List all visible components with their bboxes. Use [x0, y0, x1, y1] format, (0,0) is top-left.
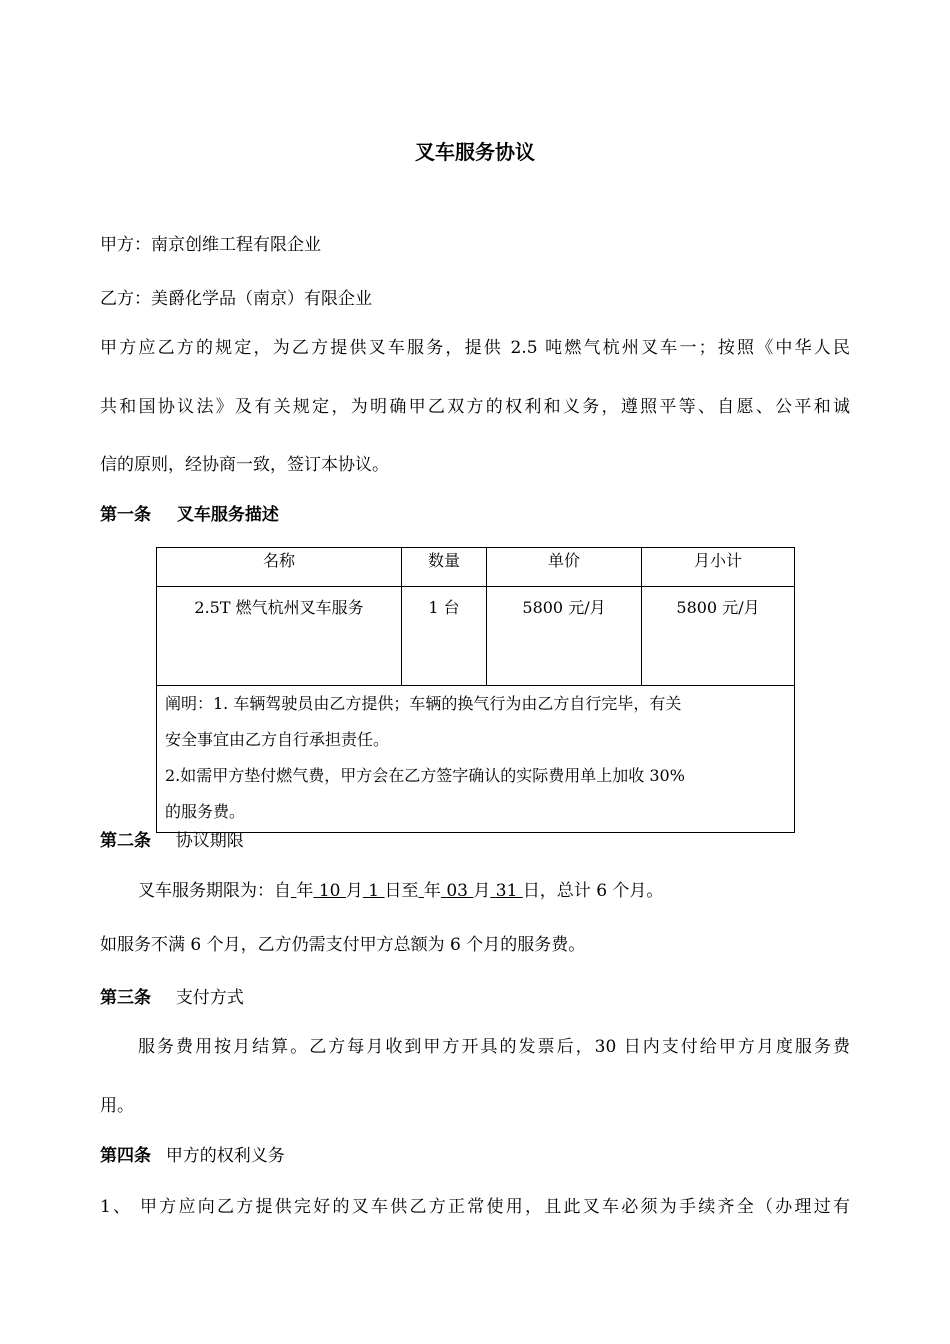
article-4-item-1: 1、 甲方应向乙方提供完好的叉车供乙方正常使用，且此叉车必须为手续齐全（办理过有: [100, 1197, 850, 1217]
article-1-title: 叉车服务描述: [176, 505, 279, 525]
end-month: 03: [446, 881, 468, 901]
article-2-title: 协议期限: [175, 831, 244, 851]
year-label-1: 年: [296, 881, 314, 901]
table-note: [157, 686, 795, 833]
month-label-2: 月: [473, 881, 491, 901]
table-header-name: 名称: [157, 548, 402, 587]
table-cell-name: 2.5T 燃气杭州叉车服务: [157, 587, 402, 686]
note-line-4: 的服务费。: [165, 802, 246, 821]
to-label: 日至: [384, 881, 419, 901]
start-day: 1: [368, 881, 380, 901]
month-label-1: 月: [345, 881, 363, 901]
party-a: 甲方：南京创维工程有限企业: [100, 235, 321, 255]
service-table: [156, 547, 795, 833]
term-line: [138, 876, 663, 901]
table-row: [157, 587, 795, 686]
article-1-label: 第一条: [100, 505, 151, 525]
document-title: 叉车服务协议: [415, 140, 535, 164]
start-month: 10: [318, 881, 341, 901]
intro-line-3: 信的原则，经协商一致，签订本协议。: [100, 455, 389, 475]
term-prefix: 叉车服务期限为：自: [138, 881, 291, 901]
table-note-row: [157, 686, 795, 833]
article-3-label: 第三条: [100, 988, 151, 1008]
intro-line-1: 甲方应乙方的规定，为乙方提供叉车服务，提供 2.5 吨燃气杭州叉车一；按照《中华人民: [100, 338, 850, 358]
table-cell-unit-price: 5800 元/月: [487, 587, 642, 686]
article-3-title: 支付方式: [175, 988, 244, 1008]
note-line-2: 安全事宜由乙方自行承担责任。: [165, 730, 390, 749]
table-header-quantity: 数量: [402, 548, 487, 587]
payment-line-2: 用。: [100, 1096, 134, 1116]
table-header-row: [157, 548, 795, 587]
year-label-2: 年: [423, 881, 441, 901]
article-4-title: 甲方的权利义务: [165, 1146, 285, 1166]
table-header-unit-price: 单价: [487, 548, 642, 587]
article-2-heading: [100, 826, 244, 851]
intro-line-2: 共和国协议法》及有关规定，为明确甲乙双方的权利和义务，遵照平等、自愿、公平和诚: [100, 397, 850, 417]
table-cell-quantity: 1 台: [402, 587, 487, 686]
table-header-monthly-subtotal: 月小计: [642, 548, 795, 587]
article-4-heading: [100, 1141, 285, 1166]
party-b: 乙方：美爵化学品（南京）有限企业: [100, 289, 372, 309]
term-note: 如服务不满 6 个月，乙方仍需支付甲方总额为 6 个月的服务费。: [100, 935, 586, 955]
article-2-label: 第二条: [100, 831, 151, 851]
article-1-heading: [100, 500, 279, 525]
article-4-label: 第四条: [100, 1146, 151, 1166]
end-day: 31: [495, 881, 518, 901]
article-3-heading: [100, 983, 244, 1008]
note-line-3: 2.如需甲方垫付燃气费，甲方会在乙方签字确认的实际费用单上加收 30%: [165, 766, 685, 785]
note-line-1: 阐明：1. 车辆驾驶员由乙方提供；车辆的换气行为由乙方自行完毕，有关: [165, 694, 682, 713]
table-cell-monthly-subtotal: 5800 元/月: [642, 587, 795, 686]
term-suffix: 日，总计 6 个月。: [522, 881, 664, 901]
payment-line-1: 服务费用按月结算。乙方每月收到甲方开具的发票后，30 日内支付给甲方月度服务费: [138, 1037, 850, 1057]
